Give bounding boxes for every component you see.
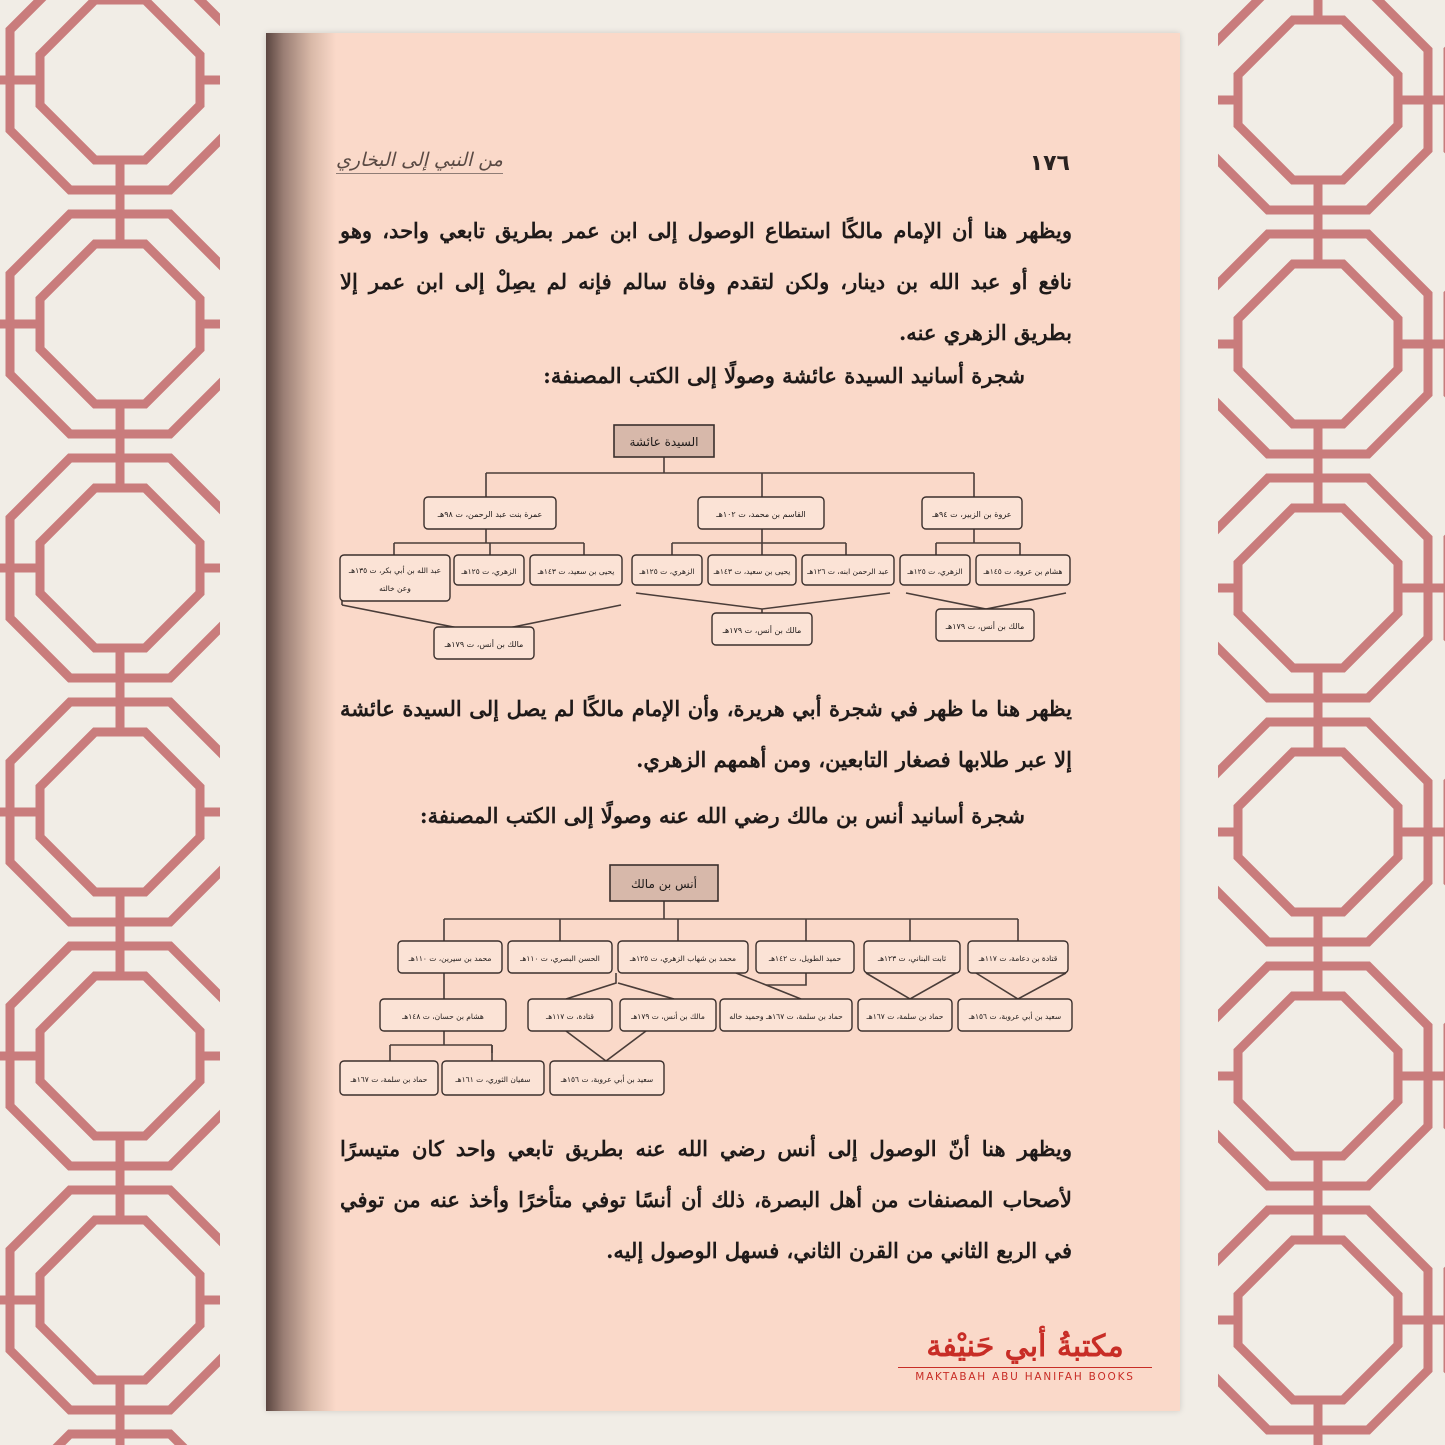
tree1-node: الزهري، ت ١٢٥هـ (461, 567, 517, 576)
tree1-node: عبد الله بن أبي بكر، ت ١٣٥هـ (348, 566, 442, 575)
paragraph-2: يظهر هنا ما ظهر في شجرة أبي هريرة، وأن الإمام مالكًا لم يصل إلى السيدة عائشة إلا عبر طلابها فصغار التابعين، ومن أهمهم الزهري. (340, 696, 1072, 772)
tree2-node: الحسن البصري، ت ١١٠هـ (520, 954, 600, 963)
tree1-node: مالك بن أنس، ت ١٧٩هـ (945, 622, 1025, 631)
tree2-node: قتادة بن دعامة، ت ١١٧هـ (978, 954, 1058, 963)
tree1-node: عبد الرحمن ابنه، ت ١٢٦هـ (807, 567, 889, 576)
left-pattern-border (0, 0, 220, 1445)
tree2-node: قتادة، ت ١١٧هـ (546, 1012, 594, 1021)
tree1-node-extra: وعن خالته (379, 584, 411, 593)
logo-english-text: MAKTABAH ABU HANIFAH BOOKS (915, 1371, 1135, 1383)
tree1-node: مالك بن أنس، ت ١٧٩هـ (444, 640, 524, 649)
tree2-node: سعيد بن أبي عروبة، ت ١٥٦هـ (560, 1075, 654, 1084)
tree2-node: سفيان الثوري، ت ١٦١هـ (455, 1075, 531, 1084)
tree2-node: حماد بن سلمة، ت ١٦٧هـ (866, 1012, 944, 1021)
tree2-node: حماد بن سلمة، ت ١٦٧هـ وحميد خاله (729, 1012, 843, 1021)
tree2-node: حماد بن سلمة، ت ١٦٧هـ (350, 1075, 428, 1084)
tree2-node: محمد بن سيرين، ت ١١٠هـ (408, 954, 492, 963)
logo-arabic-text: مكتبةُ أبي حَنيْفة (926, 1329, 1124, 1364)
running-title: من النبي إلى البخاري (336, 149, 503, 174)
tree1-node: هشام بن عروة، ت ١٤٥هـ (983, 567, 1063, 576)
book-page (266, 33, 1180, 1411)
tree2-node: هشام بن حسان، ت ١٤٨هـ (402, 1012, 484, 1021)
tree1-heading: شجرة أسانيد السيدة عائشة وصولًا إلى الكتب المصنفة: (543, 363, 1025, 388)
tree1-root: السيدة عائشة (629, 435, 699, 449)
tree1-node: عروة بن الزبير، ت ٩٤هـ (932, 510, 1012, 519)
tree1-node: يحيى بن سعيد، ت ١٤٣هـ (713, 567, 791, 576)
tree2-node: حميد الطويل، ت ١٤٢هـ (768, 954, 842, 963)
tree1-node: عمرة بنت عبد الرحمن، ت ٩٨هـ (437, 510, 543, 519)
right-pattern-border (1218, 0, 1445, 1445)
tree2-heading: شجرة أسانيد أنس بن مالك رضي الله عنه وصولًا إلى الكتب المصنفة: (419, 803, 1025, 828)
tree1-node: يحيى بن سعيد، ت ١٤٣هـ (537, 567, 615, 576)
tree1-node: الزهري، ت ١٢٥هـ (907, 567, 963, 576)
page-number: ١٧٦ (1029, 151, 1070, 176)
tree2-node: محمد بن شهاب الزهري، ت ١٢٥هـ (629, 954, 737, 963)
tree2-node: ثابت البناني، ت ١٢٣هـ (877, 954, 947, 963)
tree1-node: مالك بن أنس، ت ١٧٩هـ (722, 626, 802, 635)
paragraph-3: ويظهر هنا أنّ الوصول إلى أنس رضي الله عنه بطريق تابعي واحد كان متيسرًا لأصحاب المصنفات من أهل البصرة، ذلك أن أنسًا توفي متأخرًا وأخذ عنه من توفي في الربع الثاني من القرن الثاني، فسهل الوصول إليه. (340, 1136, 1072, 1263)
tree1-node: الزهري، ت ١٢٥هـ (639, 567, 695, 576)
isnad-trees (266, 33, 1180, 1411)
tree2-root: أنس بن مالك (631, 877, 697, 891)
tree2-node: مالك بن أنس، ت ١٧٩هـ (631, 1012, 705, 1021)
paragraph-1: ويظهر هنا أن الإمام مالكًا استطاع الوصول إلى ابن عمر بطريق تابعي واحد، وهو نافع أو عبد الله بن دينار، ولكن لتقدم وفاة سالم فإنه لم يصِلْ إلى ابن عمر إلا بطريق الزهري عنه. (340, 218, 1072, 345)
tree2-node: سعيد بن أبي عروبة، ت ١٥٦هـ (968, 1012, 1062, 1021)
tree1-node: القاسم بن محمد، ت ١٠٢هـ (716, 510, 806, 519)
publisher-logo (898, 1330, 1152, 1390)
